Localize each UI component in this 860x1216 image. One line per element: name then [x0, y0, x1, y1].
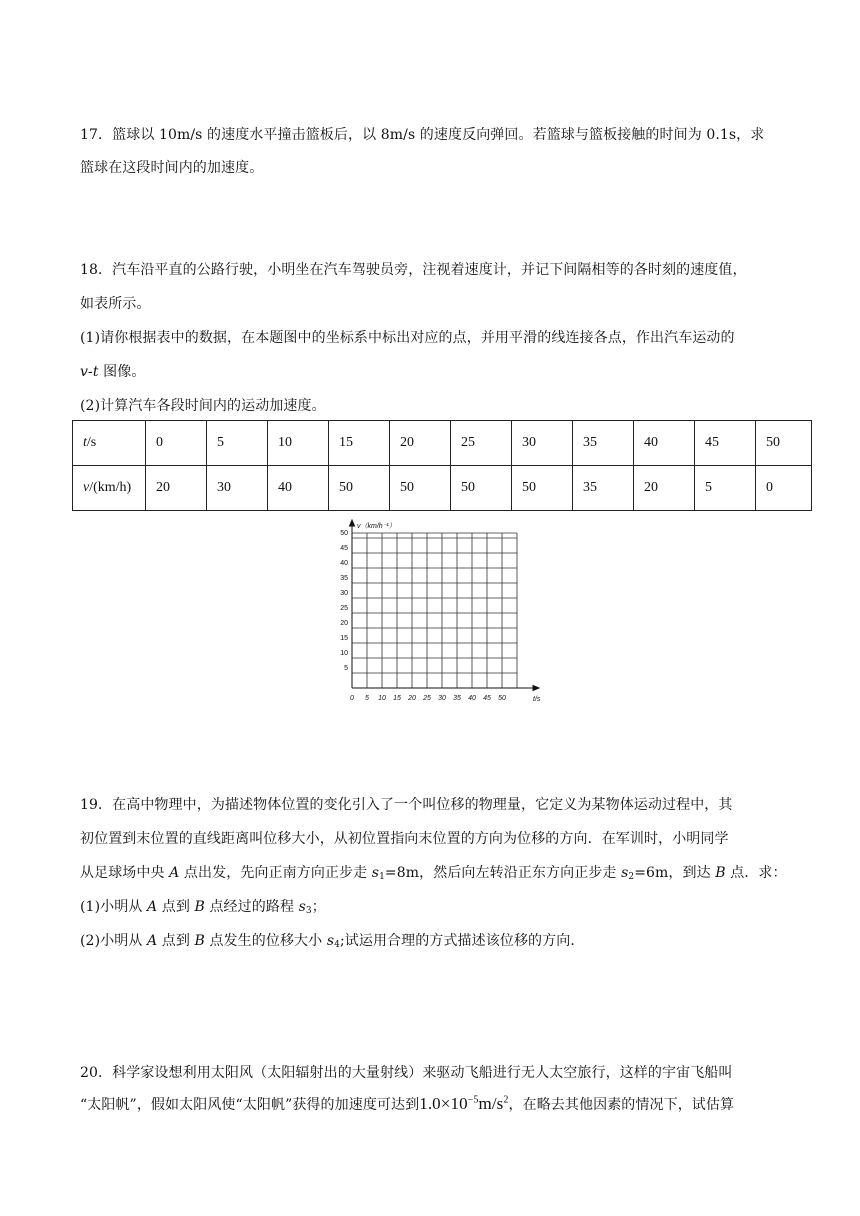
- vt-variable: v-t: [80, 364, 99, 380]
- q18-part1-line-2: v-t 图像。: [80, 364, 146, 380]
- table-cell: 40: [268, 466, 329, 511]
- table-cell: 45: [695, 421, 756, 466]
- table-cell: 20: [634, 466, 695, 511]
- x-axis-label: t/s: [533, 696, 541, 703]
- y-tick-label: 10: [340, 650, 348, 657]
- x-tick-label: 50: [498, 695, 506, 702]
- y-tick-label: 45: [340, 545, 348, 552]
- table-row-velocity: [73, 466, 812, 511]
- table-cell: 30: [512, 421, 573, 466]
- table-cell: 15: [329, 421, 390, 466]
- x-tick-label: 40: [468, 695, 476, 702]
- x-axis-arrow-icon: [533, 686, 539, 691]
- table-cell: 25: [451, 421, 512, 466]
- q18-part2-line: (2)计算汽车各段时间内的运动加速度。: [80, 398, 326, 414]
- table-cell: 50: [756, 421, 812, 466]
- table-cell: 0: [756, 466, 812, 511]
- origin-label: 0: [350, 695, 354, 702]
- x-tick-label: 20: [408, 695, 416, 702]
- vt-coordinate-grid: [330, 518, 541, 704]
- table-row-time: [73, 421, 812, 466]
- x-tick-label: 25: [423, 695, 431, 702]
- table-cell: 35: [573, 421, 634, 466]
- table-cell: 50: [451, 466, 512, 511]
- q17-line-1: 17．篮球以 10m/s 的速度水平撞击篮板后，以 8m/s 的速度反向弹回。若篮球与篮板接触的时间为 0.1s，求: [80, 127, 765, 143]
- q18-line-2: 如表所示。: [80, 296, 151, 312]
- q17-line-2: 篮球在这段时间内的加速度。: [80, 160, 264, 176]
- q19-line-2: 初位置到末位置的直线距离叫位移大小，从初位置指向末位置的方向为位移的方向．在军训时，小明同学: [80, 831, 729, 847]
- x-tick-label: 15: [393, 695, 401, 702]
- table-cell: 50: [390, 466, 451, 511]
- x-tick-label: 5: [365, 695, 369, 702]
- q19-part1-line: (1)小明从 A 点到 B 点经过的路程 $s_3$；: [80, 899, 326, 916]
- q18-line-1: 18．汽车沿平直的公路行驶，小明坐在汽车驾驶员旁，注视着速度计，并记下间隔相等的各时刻的速度值，: [80, 262, 747, 278]
- x-tick-label: 45: [483, 695, 491, 702]
- q20-line-1: 20．科学家设想利用太阳风（太阳辐射出的大量射线）来驱动飞船进行无人太空旅行，这样的宇宙飞船叫: [80, 1065, 733, 1081]
- q19-line-1: 19．在高中物理中，为描述物体位置的变化引入了一个叫位移的物理量，它定义为某物体运动过程中，其: [80, 797, 733, 813]
- velocity-table: [72, 420, 812, 511]
- x-tick-label: 35: [453, 695, 461, 702]
- x-tick-label: 30: [438, 695, 446, 702]
- y-tick-label: 25: [340, 605, 348, 612]
- y-tick-label: 50: [340, 530, 348, 537]
- table-cell: 5: [695, 466, 756, 511]
- y-axis-arrow-icon: [350, 520, 355, 526]
- y-tick-label: 20: [340, 620, 348, 627]
- acceleration-formula: $1.0\times 10^{-5}m/s^2$: [419, 1094, 509, 1113]
- header-time: t/s: [73, 421, 146, 466]
- y-tick-label: 40: [340, 560, 348, 567]
- y-tick-label: 35: [340, 575, 348, 582]
- y-tick-label: 15: [340, 635, 348, 642]
- q20-line-2: “太阳帆”，假如太阳风使“太阳帆”获得的加速度可达到$1.0\times 10^{-5}m/s^2$，在略去其他因素的情况下，试估算: [80, 1094, 735, 1113]
- table-cell: 0: [146, 421, 207, 466]
- table-cell: 5: [207, 421, 268, 466]
- table-cell: 30: [207, 466, 268, 511]
- y-tick-label: 30: [340, 590, 348, 597]
- table-cell: 20: [390, 421, 451, 466]
- y-axis-label: v（km/h⁻¹）: [357, 523, 396, 530]
- q18-part1-line-1: (1)请你根据表中的数据，在本题图中的坐标系中标出对应的点，并用平滑的线连接各点，作出汽车运动的: [80, 330, 735, 346]
- q19-part2-line: (2)小明从 A 点到 B 点发生的位移大小 $s_4$;试运用合理的方式描述该位移的方向．: [80, 933, 585, 950]
- table-cell: 10: [268, 421, 329, 466]
- table-cell: 35: [573, 466, 634, 511]
- x-tick-label: 10: [378, 695, 386, 702]
- q19-line-3: 从足球场中央 A 点出发，先向正南方向正步走 $s_1=8m$，然后向左转沿正东方向正步走 $s_2=6m$，到达 B 点．求：: [80, 865, 787, 882]
- table-cell: 40: [634, 421, 695, 466]
- table-cell: 50: [329, 466, 390, 511]
- table-cell: 20: [146, 466, 207, 511]
- header-velocity: v/(km/h): [73, 466, 146, 511]
- y-tick-label: 5: [344, 665, 348, 672]
- table-cell: 50: [512, 466, 573, 511]
